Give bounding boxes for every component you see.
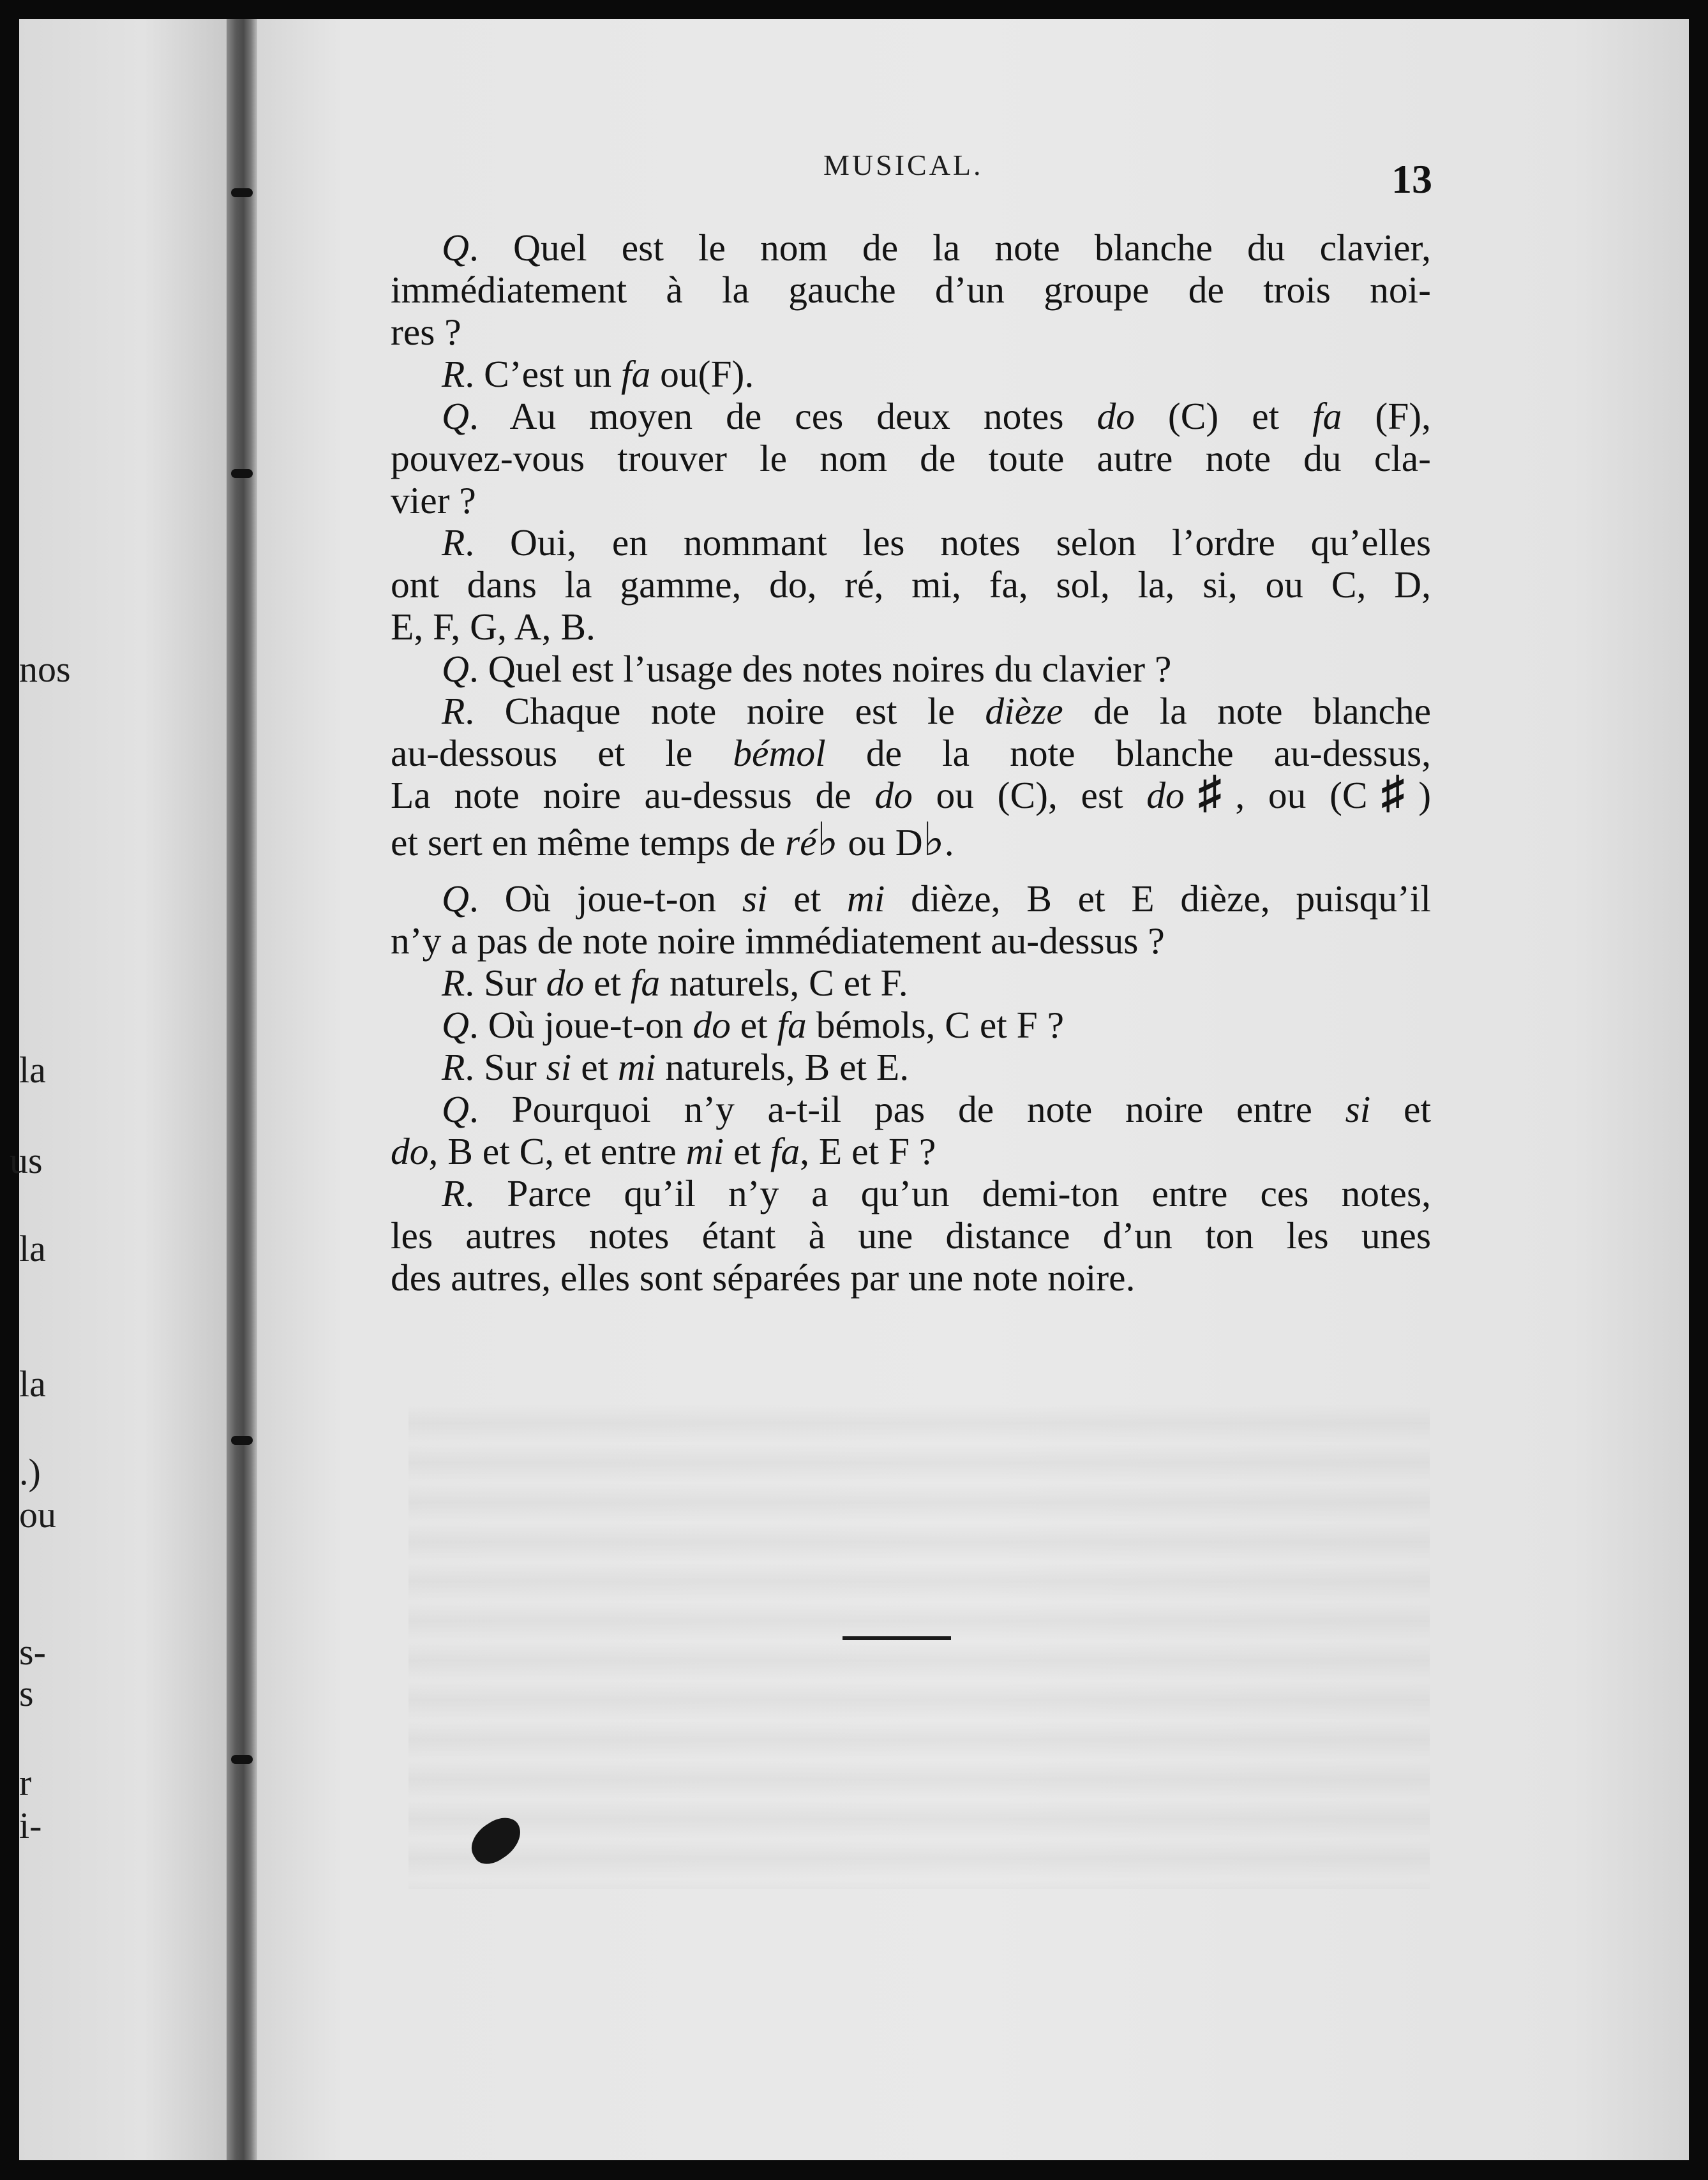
italic-run: si	[546, 1046, 572, 1088]
text-run: , ou (C	[1235, 774, 1368, 816]
text-line	[391, 1257, 1431, 1299]
text-run: et	[1370, 1088, 1431, 1130]
italic-run: fa	[777, 1004, 807, 1046]
italic-run: do	[1146, 774, 1185, 816]
text-run: res ?	[391, 311, 461, 353]
left-page-fragment: nos	[19, 648, 71, 690]
text-line	[391, 648, 1431, 690]
running-head: MUSICAL.	[823, 149, 984, 181]
text-line	[391, 1088, 1431, 1130]
text-run: . Où joue-t-on	[468, 1004, 693, 1046]
text-line	[391, 521, 1431, 564]
accidental-symbol: ♭	[816, 814, 839, 865]
italic-run: do	[874, 774, 913, 816]
left-page-fragment: r	[19, 1762, 32, 1803]
italic-run: R	[442, 690, 465, 732]
italic-run: Q	[442, 1088, 469, 1130]
text-line	[391, 962, 1431, 1004]
text-run: . Où joue-t-on	[468, 877, 742, 920]
left-page-fragment: la	[19, 1049, 46, 1091]
text-line	[391, 479, 1431, 521]
italic-run: si	[1345, 1088, 1371, 1130]
text-run: les autres notes étant à une distance d’un ton les unes	[391, 1214, 1431, 1257]
text-run: .	[944, 821, 954, 863]
italic-run: ré	[784, 821, 817, 863]
italic-run: do	[693, 1004, 731, 1046]
left-page-fragment: us	[10, 1140, 43, 1181]
italic-run: Q	[442, 227, 469, 269]
text-line	[391, 1046, 1431, 1088]
italic-run: R	[442, 353, 465, 395]
italic-run: do	[1097, 395, 1135, 437]
italic-run: do	[546, 962, 585, 1004]
text-run: (F),	[1342, 395, 1431, 437]
book-gutter	[227, 19, 257, 2160]
text-run: , E et F ?	[800, 1130, 936, 1172]
text-run: et	[584, 962, 631, 1004]
text-line	[391, 564, 1431, 606]
text-run: ou(F).	[650, 353, 754, 395]
text-run: et	[767, 877, 847, 920]
text-run: . C’est un	[465, 353, 621, 395]
text-run: de la note blanche au-dessus,	[825, 732, 1431, 774]
text-line	[391, 1004, 1431, 1046]
text-run: ou D	[838, 821, 923, 863]
text-line	[391, 437, 1431, 479]
body-text	[391, 227, 1431, 1299]
text-line	[391, 353, 1431, 395]
italic-run: si	[742, 877, 768, 920]
text-run: et	[571, 1046, 618, 1088]
text-run: de la note blanche	[1063, 690, 1432, 732]
text-run: bémols, C et F ?	[806, 1004, 1065, 1046]
text-run: , B et C, et entre	[428, 1130, 686, 1172]
text-run: . Quel est le nom de la note blanche du clavier,	[468, 227, 1431, 269]
text-line	[391, 732, 1431, 774]
left-page-fragment: s-	[19, 1631, 46, 1673]
text-run: et sert en même temps de	[391, 821, 785, 863]
binding-mark	[231, 469, 253, 478]
italic-run: R	[442, 1172, 465, 1214]
italic-run: Q	[442, 648, 469, 690]
text-run: . Pourquoi n’y a-t-il pas de note noire entre	[468, 1088, 1345, 1130]
text-line	[391, 1214, 1431, 1257]
text-line	[391, 1130, 1431, 1172]
accidental-symbol: ♭	[922, 814, 945, 865]
text-run: des autres, elles sont séparées par une note noire.	[391, 1257, 1135, 1299]
left-page-fragment: s	[19, 1673, 34, 1714]
page-number: 13	[1391, 156, 1432, 202]
text-run: immédiatement à la gauche d’un groupe de trois noi-	[391, 269, 1431, 311]
text-run: pouvez-vous trouver le nom de toute autre note du cla-	[391, 437, 1431, 479]
italic-run: fa	[1312, 395, 1342, 437]
binding-mark	[231, 1755, 253, 1764]
text-line	[391, 269, 1431, 311]
text-run: La note noire au-dessus de	[391, 774, 875, 816]
text-run: et	[730, 1004, 777, 1046]
italic-run: fa	[620, 353, 651, 395]
italic-run: fa	[770, 1130, 800, 1172]
text-run: naturels, C et F.	[660, 962, 908, 1004]
accidental-symbol: ♯	[1367, 767, 1419, 818]
left-page-edge	[19, 19, 227, 2160]
text-run: naturels, B et E.	[655, 1046, 910, 1088]
show-through-text	[408, 1404, 1430, 1889]
italic-run: mi	[685, 1130, 724, 1172]
italic-run: mi	[618, 1046, 656, 1088]
text-line	[391, 606, 1431, 648]
left-page-fragment: la	[19, 1228, 46, 1269]
text-run: E, F, G, A, B.	[391, 606, 596, 648]
italic-run: R	[442, 962, 465, 1004]
accidental-symbol: ♯	[1184, 767, 1236, 818]
text-run: . Au moyen de ces deux notes	[468, 395, 1097, 437]
text-run: n’y a pas de note noire immédiatement au-dessus ?	[391, 920, 1165, 962]
text-line	[391, 814, 1431, 865]
text-line	[391, 311, 1431, 353]
text-run: dièze, B et E dièze, puisqu’il	[885, 877, 1431, 920]
text-line	[391, 920, 1431, 962]
text-run: . Sur	[465, 1046, 546, 1088]
text-run: ont dans la gamme, do, ré, mi, fa, sol, la, si, ou C, D,	[391, 564, 1431, 606]
section-rule	[843, 1636, 951, 1640]
text-run: au-dessous et le	[391, 732, 733, 774]
italic-run: R	[442, 1046, 465, 1088]
text-run: (C) et	[1134, 395, 1313, 437]
italic-run: mi	[846, 877, 885, 920]
italic-run: bémol	[733, 732, 826, 774]
text-run: . Chaque note noire est le	[465, 690, 985, 732]
text-run: )	[1418, 774, 1432, 816]
italic-run: fa	[630, 962, 661, 1004]
text-line	[391, 395, 1431, 437]
text-line	[391, 767, 1432, 818]
text-line	[391, 690, 1431, 732]
text-run: . Quel est l’usage des notes noires du clavier ?	[468, 648, 1172, 690]
left-page-fragment: la	[19, 1363, 46, 1405]
italic-run: R	[442, 521, 465, 564]
italic-run: Q	[442, 1004, 469, 1046]
italic-run: do	[391, 1130, 429, 1172]
binding-mark	[231, 188, 253, 197]
text-run: et	[724, 1130, 770, 1172]
text-run: vier ?	[391, 479, 476, 521]
left-page-fragment: .)	[19, 1451, 41, 1493]
italic-run: dièze	[985, 690, 1063, 732]
left-page-fragment: i-	[19, 1805, 42, 1846]
left-page-fragment: ou	[19, 1494, 56, 1535]
italic-run: Q	[442, 877, 469, 920]
text-line	[391, 877, 1431, 920]
binding-mark	[231, 1436, 253, 1445]
italic-run: Q	[442, 395, 469, 437]
text-run: . Sur	[465, 962, 546, 1004]
text-run: ou (C), est	[912, 774, 1147, 816]
text-line	[391, 1172, 1431, 1214]
text-run: . Oui, en nommant les notes selon l’ordre qu’elles	[465, 521, 1431, 564]
text-run: . Parce qu’il n’y a qu’un demi-ton entre ces notes,	[465, 1172, 1431, 1214]
text-line	[391, 227, 1431, 269]
